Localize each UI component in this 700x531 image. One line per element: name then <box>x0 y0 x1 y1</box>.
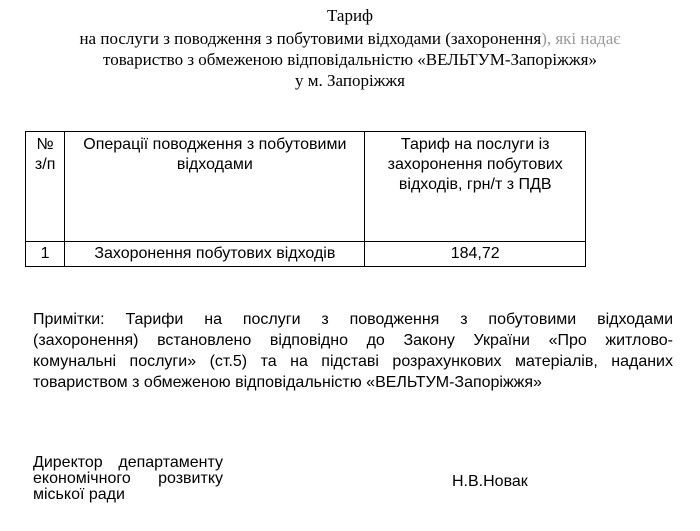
notes-paragraph <box>33 309 673 393</box>
notes-line-2: (захоронення) встановлено відповідно до Закону України «Про житлово- <box>33 332 673 349</box>
subtitle-line-1-main: на послуги з поводження з побутовими відходами (захоронення <box>79 29 542 48</box>
subtitle-line-2: товариство з обмеженою відповідальністю «ВЕЛЬТУМ-Запоріжжя» <box>103 50 597 69</box>
subtitle-line-3: у м. Запоріжжя <box>295 71 405 90</box>
table-header-row <box>26 132 586 242</box>
position-line-1: Директор департаменту <box>33 454 223 471</box>
signatory-position <box>33 455 233 503</box>
header-rate: Тариф на послуги із захоронення побутових відходів, грн/т з ПДВ <box>365 132 586 242</box>
notes-line-1: Примітки: Тарифи на послуги з поводження з побутовими відходами <box>33 311 673 328</box>
cell-number: 1 <box>26 242 65 267</box>
notes-line-4: товариством з обмеженою відповідальністю «ВЕЛЬТУМ-Запоріжжя» <box>33 374 542 391</box>
cell-operation: Захоронення побутових відходів <box>65 242 365 267</box>
tariff-table <box>25 131 586 267</box>
header-number: № з/п <box>26 132 65 242</box>
cell-rate: 184,72 <box>365 242 586 267</box>
signatory-name: Н.В.Новак <box>452 473 528 490</box>
table-row <box>26 242 586 267</box>
subtitle-line-1-faded: ), які надає <box>541 29 621 48</box>
position-line-3: міської ради <box>33 486 125 503</box>
document-subtitle <box>0 28 700 91</box>
position-line-2: економічного розвитку <box>33 470 223 487</box>
notes-line-3: комунальні послуги» (ст.5) та на підставі розрахункових матеріалів, наданих <box>33 353 673 370</box>
subtitle-line-1 <box>0 28 700 49</box>
document-title: Тариф <box>326 6 374 25</box>
header-operation: Операції поводження з побутовими відходами <box>65 132 365 242</box>
